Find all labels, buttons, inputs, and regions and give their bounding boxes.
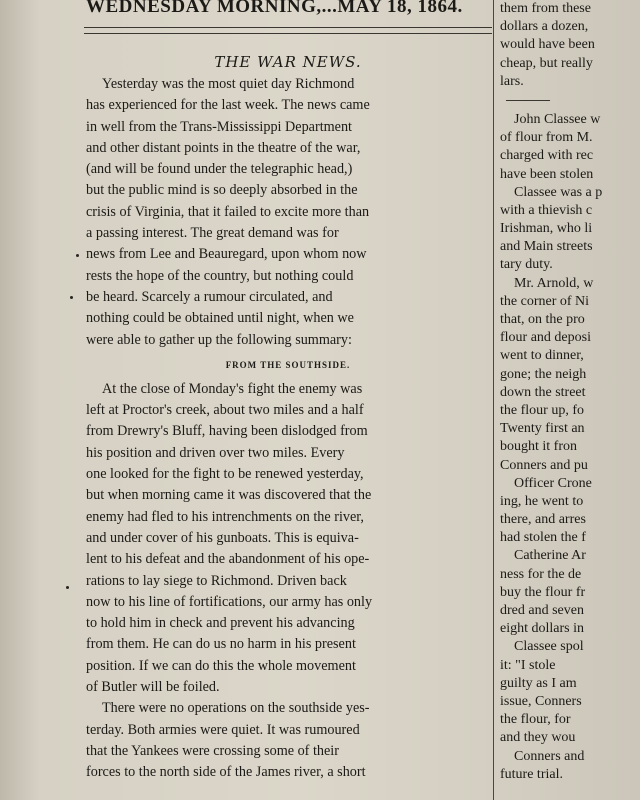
right-column-line: and they wou (500, 730, 576, 746)
right-column-line: gone; the neigh (500, 366, 587, 382)
right-column-spacer (500, 91, 640, 111)
article-line: and other distant points in the theatre of the war, (86, 139, 361, 156)
article-line: At the close of Monday's fight the enemy was (102, 380, 363, 397)
right-column-line: Irishman, who li (500, 221, 593, 237)
right-column-line: it: "I stole (500, 657, 556, 673)
article-headline: THE WAR NEWS. (214, 53, 362, 71)
right-column-line: had stolen the f (500, 530, 586, 546)
ink-mark (76, 254, 79, 257)
dateline: WEDNESDAY MORNING,...MAY 18, 1864. (86, 0, 463, 17)
article-line: position. If we can do this the whole movement (86, 657, 356, 674)
right-column-line: dred and seven (500, 603, 584, 618)
right-column-line: and Main streets (500, 239, 593, 255)
article-line: from Drewry's Bluff, having been dislodged from (86, 423, 368, 440)
intro-paragraph (86, 74, 490, 351)
right-column-line: guilty as I am (500, 675, 577, 691)
ink-mark (70, 296, 73, 299)
article-line: to hold him in check and prevent his advancing (86, 615, 355, 632)
right-column-line: Classee spol (514, 639, 584, 655)
right-column-line: that, on the pro (500, 312, 585, 327)
article-line: but when morning came it was discovered that the (86, 487, 372, 504)
article-line: his position and driven over two miles. Every (86, 444, 345, 461)
right-column-line: Catherine Ar (514, 548, 586, 564)
right-column-line: the corner of Ni (500, 293, 590, 309)
right-column-line: cheap, but really (500, 55, 593, 71)
section-rule (506, 100, 550, 101)
article-line: terday. Both armies were quiet. It was rumoured (86, 721, 360, 738)
right-column (500, 0, 640, 784)
right-column-line: flour and deposi (500, 330, 591, 346)
right-column-line: the flour, for (500, 712, 571, 728)
right-column-line: have been stolen (500, 166, 594, 182)
right-column-line: eight dollars in (500, 621, 584, 637)
article-line: one looked for the fight to be renewed yesterday, (86, 466, 364, 483)
right-column-line: the flour up, fo (500, 402, 584, 418)
header-rule (84, 27, 492, 28)
right-column-line: issue, Conners (500, 693, 582, 709)
article-line: a passing interest. The great demand was for (86, 225, 339, 242)
article-line: left at Proctor's creek, about two miles and a half (86, 402, 364, 419)
article-line: that the Yankees were crossing some of their (86, 742, 339, 759)
article-line: rests the hope of the country, but nothing could (86, 267, 354, 284)
article-line: crisis of Virginia, that it failed to excite more than (86, 203, 370, 220)
article-line: has experienced for the last week. The news came (86, 97, 370, 114)
right-column-line: ness for the de (500, 566, 582, 582)
right-column-line: tary duty. (500, 257, 553, 273)
right-column-line: of flour from M. (500, 130, 593, 146)
right-column-line: bought it fron (500, 439, 577, 455)
article-line: be heard. Scarcely a rumour circulated, and (86, 288, 333, 305)
article-line: now to his line of fortifications, our army has only (86, 593, 373, 610)
article-line: forces to the north side of the James river, a short (86, 764, 366, 781)
article-line: news from Lee and Beauregard, upon whom now (86, 246, 367, 263)
right-column-line: Classee was a p (514, 184, 603, 200)
right-column-line: Officer Crone (514, 475, 592, 491)
body-paragraphs (86, 379, 490, 784)
article-line: from them. He can do us no harm in his present (86, 636, 356, 653)
right-column-line: lars. (500, 73, 524, 89)
column-divider (493, 0, 494, 800)
right-column-line: down the street (500, 384, 586, 400)
article-line: There were no operations on the southside yes- (102, 700, 370, 717)
article-line: nothing could be obtained until night, when we (86, 310, 354, 327)
right-column-line: dollars a dozen, (500, 19, 589, 35)
article-line: lent to his defeat and the abandonment of his ope- (86, 551, 370, 568)
right-column-line: future trial. (500, 766, 563, 782)
article-line: were able to gather up the following summary: (86, 331, 352, 348)
right-column-line: Conners and pu (500, 457, 588, 473)
right-column-line: Conners and (514, 748, 585, 764)
article-line: rations to lay siege to Richmond. Driven back (86, 572, 347, 589)
right-column-line: Twenty first an (500, 421, 585, 437)
right-column-line: with a thievish c (500, 202, 593, 218)
section-subheading: FROM THE SOUTHSIDE. (225, 359, 351, 370)
right-column-line: Mr. Arnold, w (514, 275, 594, 291)
article-line: and under cover of his gunboats. This is equiva- (86, 529, 359, 546)
right-column-line: ing, he went to (500, 493, 584, 509)
main-column (86, 52, 490, 784)
ink-mark (66, 586, 69, 589)
right-column-line: buy the flour fr (500, 584, 586, 600)
article-line: enemy had fled to his intrenchments on the river, (86, 508, 364, 525)
article-line: Yesterday was the most quiet day Richmond (102, 76, 355, 92)
article-line: (and will be found under the telegraphic head,) (86, 161, 353, 178)
right-column-line: them from these (500, 1, 591, 16)
header-rule-thin (84, 33, 492, 34)
article-line: of Butler will be foiled. (86, 679, 220, 696)
right-column-line: charged with rec (500, 148, 594, 164)
right-column-line: went to dinner, (500, 348, 584, 364)
right-column-line: there, and arres (500, 512, 586, 528)
right-column-line: would have been (500, 37, 595, 53)
article-line: in well from the Trans-Mississippi Department (86, 118, 353, 135)
right-column-line: John Classee w (514, 111, 601, 127)
article-line: but the public mind is so deeply absorbed in the (86, 182, 358, 199)
